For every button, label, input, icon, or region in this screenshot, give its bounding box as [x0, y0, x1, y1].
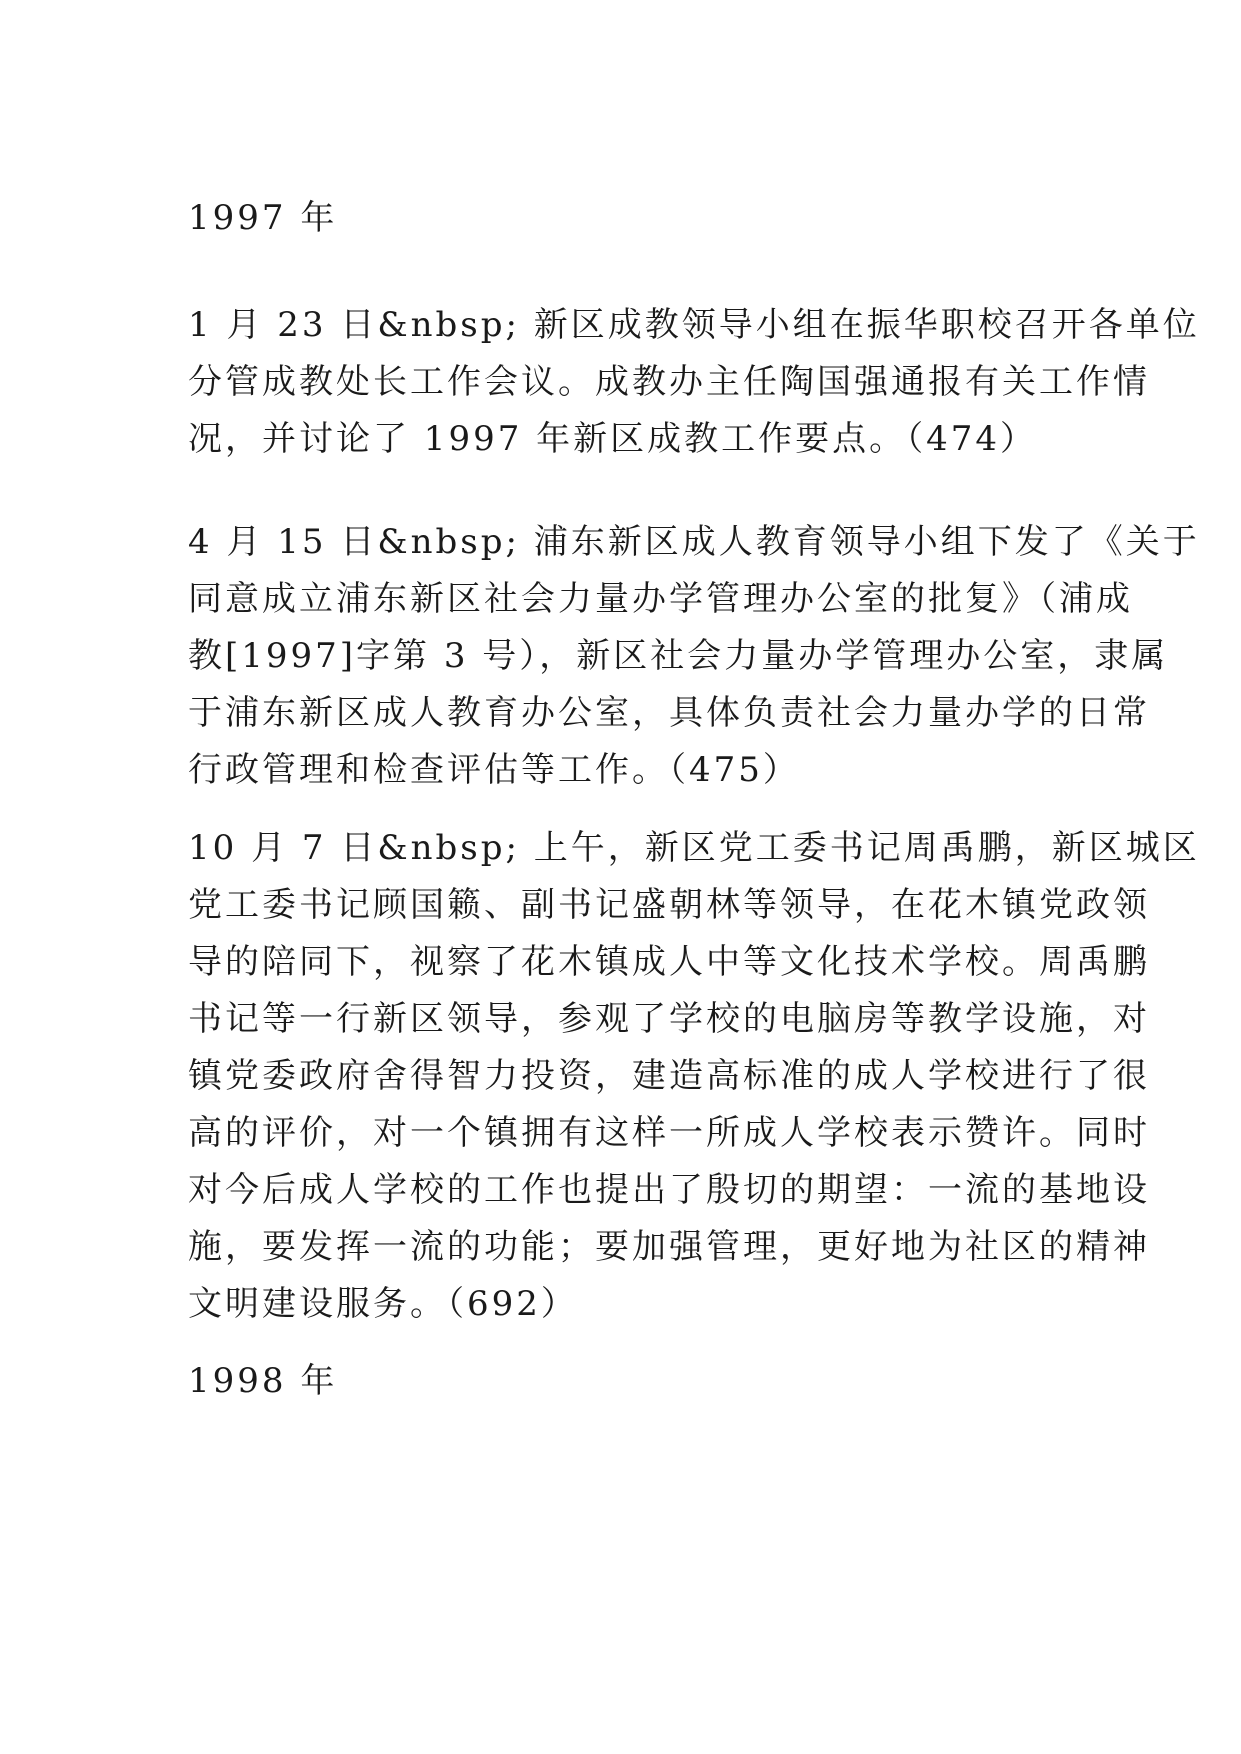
- year-heading-text: 1997 年: [188, 198, 338, 238]
- entry-jan-23: [188, 297, 1200, 468]
- entry-apr-15: [188, 514, 1200, 799]
- entry-line: 党工委书记顾国籁、副书记盛朝林等领导，在花木镇党政领: [188, 885, 1150, 925]
- year-heading-1997: [188, 190, 337, 247]
- entry-line: 镇党委政府舍得智力投资，建造高标准的成人学校进行了很: [188, 1056, 1150, 1096]
- entry-line: 行政管理和检查评估等工作。（475）: [188, 750, 800, 790]
- entry-line: 高的评价，对一个镇拥有这样一所成人学校表示赞许。同时: [188, 1113, 1150, 1153]
- entry-line: 4 月 15 日&nbsp; 浦东新区成人教育领导小组下发了《关于: [188, 522, 1200, 562]
- entry-line: 于浦东新区成人教育办公室，具体负责社会力量办学的日常: [188, 693, 1150, 733]
- year-heading-1998: [188, 1353, 337, 1410]
- entry-line: 导的陪同下，视察了花木镇成人中等文化技术学校。周禹鹏: [188, 942, 1150, 982]
- entry-oct-7: [188, 820, 1200, 1333]
- entry-line: 文明建设服务。（692）: [188, 1284, 578, 1324]
- entry-line: 书记等一行新区领导，参观了学校的电脑房等教学设施，对: [188, 999, 1150, 1039]
- entry-line: 10 月 7 日&nbsp; 上午，新区党工委书记周禹鹏，新区城区: [188, 828, 1200, 868]
- entry-line: 教[1997]字第 3 号），新区社会力量办学管理办公室，隶属: [188, 636, 1169, 676]
- entry-line: 对今后成人学校的工作也提出了殷切的期望：一流的基地设: [188, 1170, 1150, 1210]
- entry-line: 同意成立浦东新区社会力量办学管理办公室的批复》（浦成: [188, 579, 1133, 619]
- entry-line: 1 月 23 日&nbsp; 新区成教领导小组在振华职校召开各单位: [188, 305, 1200, 345]
- entry-line: 况，并讨论了 1997 年新区成教工作要点。（474）: [188, 419, 1038, 459]
- entry-line: 施，要发挥一流的功能；要加强管理，更好地为社区的精神: [188, 1227, 1150, 1267]
- entry-line: 分管成教处长工作会议。成教办主任陶国强通报有关工作情: [188, 362, 1150, 402]
- year-heading-text: 1998 年: [188, 1361, 338, 1401]
